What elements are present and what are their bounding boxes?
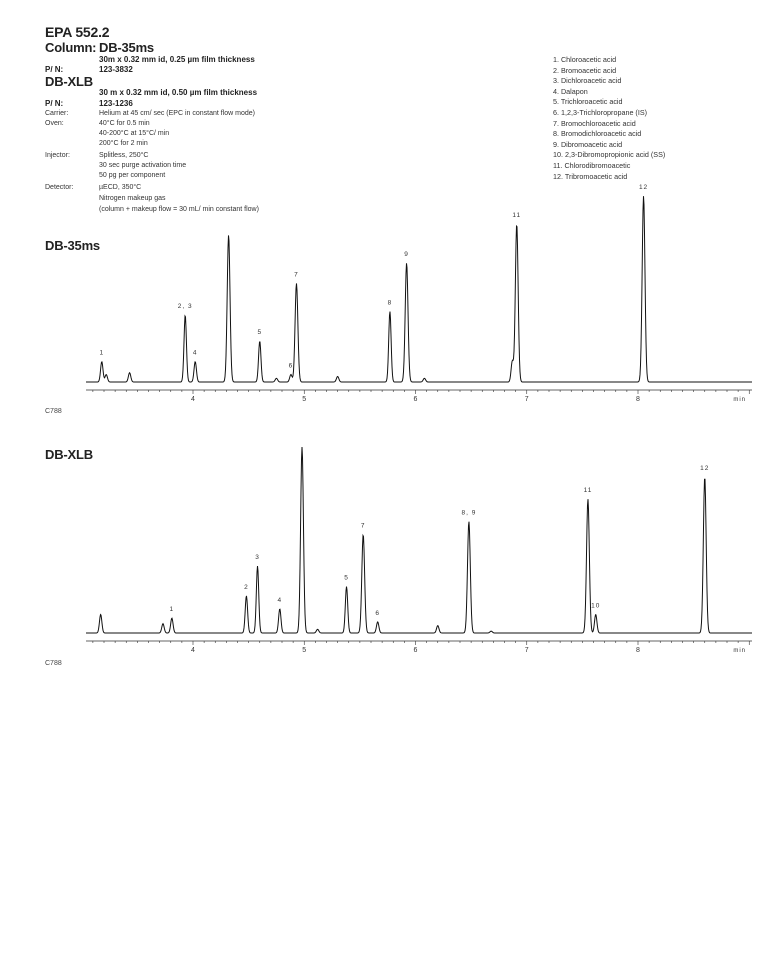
injector-line-2: 30 sec purge activation time <box>99 162 187 169</box>
peak-label: 8, 9 <box>461 509 477 517</box>
peak-label: 6 <box>288 362 294 370</box>
x-tick-label: 7 <box>524 647 529 654</box>
oven-line-3: 200°C for 2 min <box>99 140 148 147</box>
x-tick-label: 5 <box>302 647 307 654</box>
peak-label: 12 <box>638 184 649 191</box>
detector-line-2: Nitrogen makeup gas <box>99 195 166 202</box>
injector-line-1: Splitless, 250°C <box>99 152 149 159</box>
chromatogram-trace <box>86 447 752 633</box>
peak-label: 1 <box>99 349 105 357</box>
legend-item: 7. Bromochloroacetic acid <box>553 118 636 128</box>
oven-label: Oven: <box>45 120 64 127</box>
peak-label: 1 <box>169 606 175 614</box>
legend-item: 9. Dibromoacetic acid <box>553 139 623 149</box>
injector-label: Injector: <box>45 152 70 159</box>
column2-pn: 123-1236 <box>99 99 133 108</box>
peak-label: 2 <box>244 583 249 591</box>
peak-label: 4 <box>277 596 283 604</box>
pn-label-2: P/ N: <box>45 99 64 108</box>
x-axis-label: min <box>733 397 746 403</box>
legend-item: 8. Bromodichloroacetic acid <box>553 129 642 139</box>
x-tick-label: 8 <box>636 647 640 654</box>
detector-label: Detector: <box>45 184 74 191</box>
column2-name: DB-XLB <box>45 74 93 89</box>
oven-line-2: 40-200°C at 15°C/ min <box>99 130 170 137</box>
chart1-title: DB-35ms <box>45 238 100 253</box>
column1-name: DB-35ms <box>99 40 154 55</box>
injector-line-3: 50 pg per component <box>99 172 166 179</box>
pn-label-1: P/ N: <box>45 65 64 74</box>
x-tick-label: 6 <box>413 396 418 403</box>
legend-item: 10. 2,3-Dibromopropionic acid (SS) <box>553 150 666 160</box>
chart2-title: DB-XLB <box>45 447 93 462</box>
legend-item: 4. Dalapon <box>553 86 588 96</box>
peak-label: 2, 3 <box>177 303 193 311</box>
chart2-caption: C788 <box>45 660 62 667</box>
detector-line-1: µECD, 350°C <box>99 184 142 191</box>
column-label: Column: <box>45 40 97 55</box>
peak-label: 12 <box>700 464 710 472</box>
column1-pn: 123-3832 <box>99 65 133 74</box>
peak-label: 7 <box>360 522 366 530</box>
peak-label: 10 <box>591 602 601 610</box>
x-tick-label: 4 <box>191 647 195 654</box>
peak-label: 5 <box>257 329 263 337</box>
x-tick-label: 6 <box>413 647 418 654</box>
x-tick-label: 4 <box>191 396 195 403</box>
peak-label: 9 <box>404 250 409 258</box>
carrier-value: Helium at 45 cm/ sec (EPC in constant flow mode) <box>99 110 256 117</box>
peak-label: 5 <box>344 574 349 582</box>
x-tick-label: 7 <box>524 396 529 403</box>
x-axis-label: min <box>733 648 746 654</box>
chart1-caption: C788 <box>45 408 62 415</box>
legend-item: 2. Bromoacetic acid <box>553 65 617 75</box>
peak-label: 11 <box>512 211 522 219</box>
detector-line-3: (column + makeup flow = 30 mL/ min constant flow) <box>99 206 259 213</box>
legend-item: 12. Tribromoacetic acid <box>553 171 628 181</box>
oven-line-1: 40°C for 0.5 min <box>99 120 150 127</box>
legend-item: 3. Dichloroacetic acid <box>553 76 622 86</box>
column1-spec: 30m x 0.32 mm id, 0.25 µm film thickness <box>99 55 255 64</box>
method-title: EPA 552.2 <box>45 24 110 40</box>
peak-label: 7 <box>294 271 299 279</box>
peak-label: 6 <box>375 609 380 617</box>
carrier-label: Carrier: <box>45 110 69 117</box>
peak-label: 11 <box>583 487 593 495</box>
legend-item: 11. Chlorodibromoacetic <box>553 160 631 170</box>
x-tick-label: 5 <box>302 396 307 403</box>
legend-item: 5. Trichloroacetic acid <box>553 97 623 107</box>
peak-label: 4 <box>192 349 198 357</box>
peak-label: 8 <box>387 299 393 307</box>
legend-item: 6. 1,2,3-Trichloropropane (IS) <box>553 107 648 117</box>
peak-label: 3 <box>255 554 260 562</box>
legend-item: 1. Chloroacetic acid <box>553 55 617 64</box>
x-tick-label: 8 <box>636 396 640 403</box>
column2-spec: 30 m x 0.32 mm id, 0.50 µm film thickness <box>99 88 258 97</box>
